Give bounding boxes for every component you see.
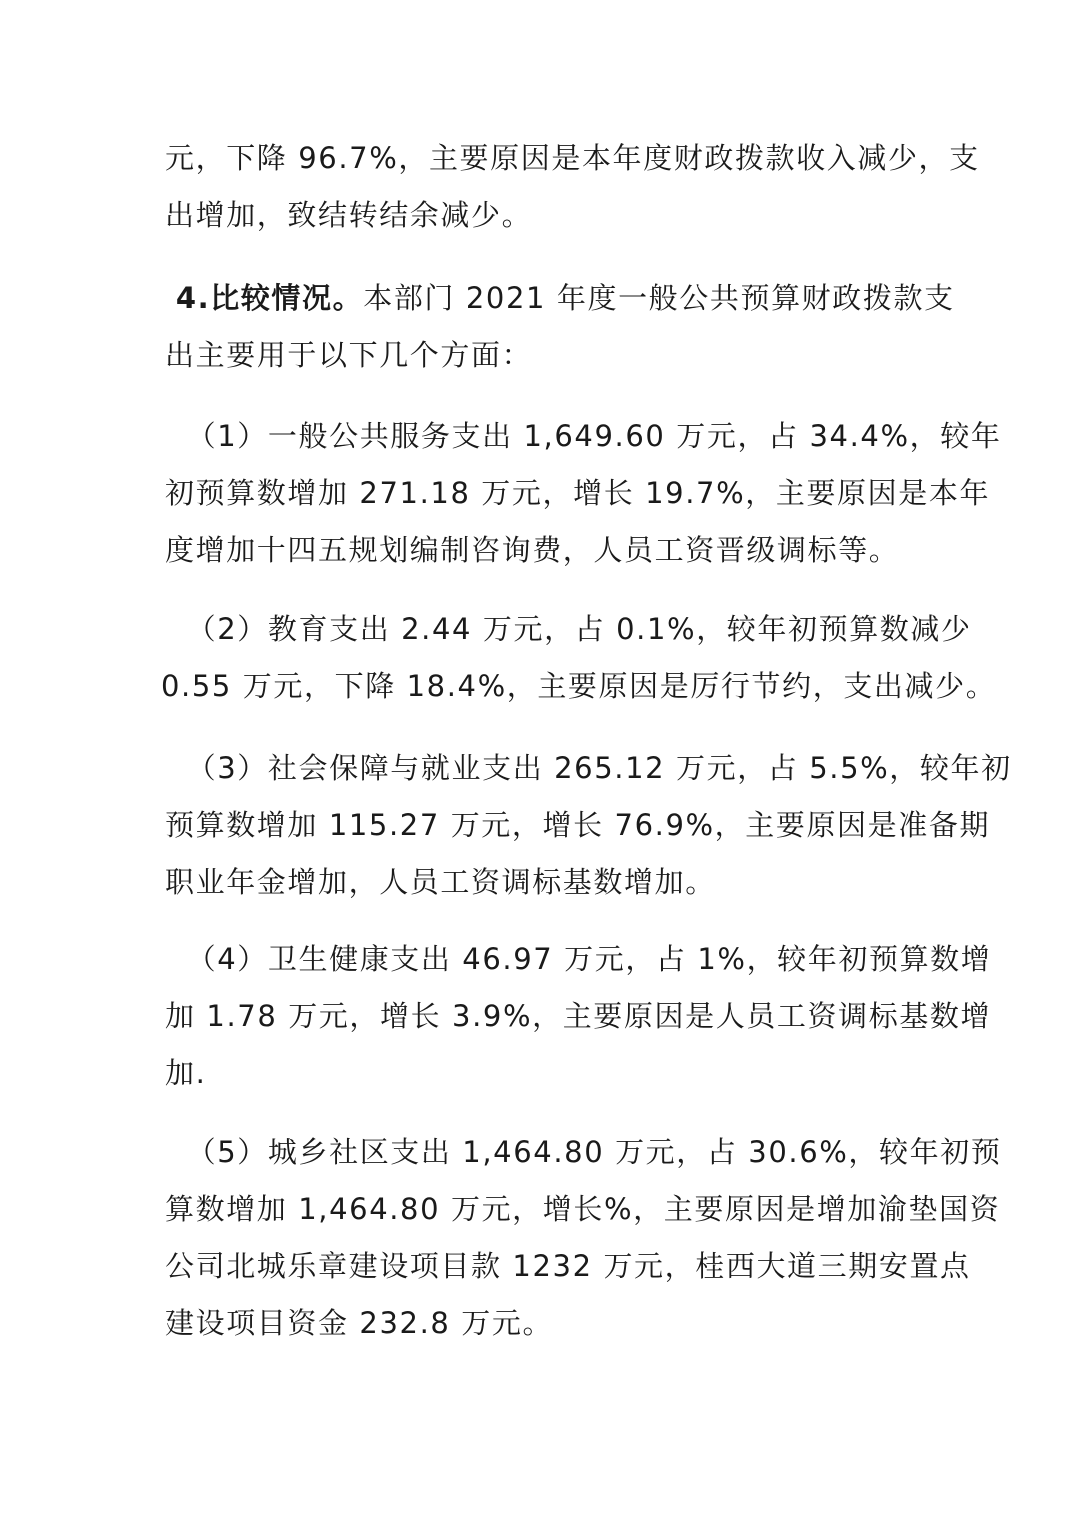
section-heading: 4.比较情况。: [175, 281, 364, 315]
item-education: [161, 601, 997, 715]
paragraph-comparison: [165, 270, 955, 384]
text-line: 加.: [165, 1056, 207, 1090]
text-line: [165, 740, 1012, 797]
text-line: 初预算数增加 271.18 万元，增长 19.7%，主要原因是本年: [165, 476, 991, 510]
text-line: 出主要用于以下几个方面：: [165, 338, 533, 372]
text-line: 职业年金增加，人员工资调标基数增加。: [165, 865, 716, 899]
text-fragment: （3）社会保障与就业支出 265.12 万元，占 5.5%，较年初: [186, 751, 1012, 785]
text-line: 出增加，致结转结余减少。: [165, 198, 533, 232]
item-health: [165, 931, 992, 1102]
text-line: 元，下降 96.7%，主要原因是本年度财政拨款收入减少，支: [165, 141, 980, 175]
text-line: 0.55 万元，下降 18.4%，主要原因是厉行节约，支出减少。: [161, 669, 997, 703]
text-line: 预算数增加 115.27 万元，增长 76.9%，主要原因是准备期: [165, 808, 991, 842]
text-fragment: （1）一般公共服务支出 1,649.60 万元，占 34.4%，较年: [186, 419, 1002, 453]
text-line: [165, 931, 992, 988]
text-line: 加 1.78 万元，增长 3.9%，主要原因是人员工资调标基数增: [165, 999, 992, 1033]
item-general-public-services: [165, 408, 1002, 579]
text-fragment: （2）教育支出 2.44 万元，占 0.1%，较年初预算数减少: [186, 612, 972, 646]
text-fragment: （4）卫生健康支出 46.97 万元，占 1%，较年初预算数增: [186, 942, 992, 976]
text-line: 公司北城乐章建设项目款 1232 万元，桂西大道三期安置点: [165, 1249, 971, 1283]
text-line: [165, 601, 972, 658]
paragraph-intro: [165, 130, 980, 244]
text-line: [165, 270, 955, 327]
text-line: 算数增加 1,464.80 万元，增长%，主要原因是增加渝垫国资: [165, 1192, 1001, 1226]
text-line: 建设项目资金 232.8 万元。: [165, 1306, 554, 1340]
text-fragment: 本部门 2021 年度一般公共预算财政拨款支: [363, 281, 955, 315]
item-social-security: [165, 740, 1012, 911]
text-fragment: （5）城乡社区支出 1,464.80 万元，占 30.6%，较年初预: [186, 1135, 1002, 1169]
text-line: [165, 408, 1002, 465]
item-urban-rural-community: [165, 1124, 1002, 1352]
text-line: [165, 1124, 1002, 1181]
text-line: 度增加十四五规划编制咨询费，人员工资晋级调标等。: [165, 533, 900, 567]
